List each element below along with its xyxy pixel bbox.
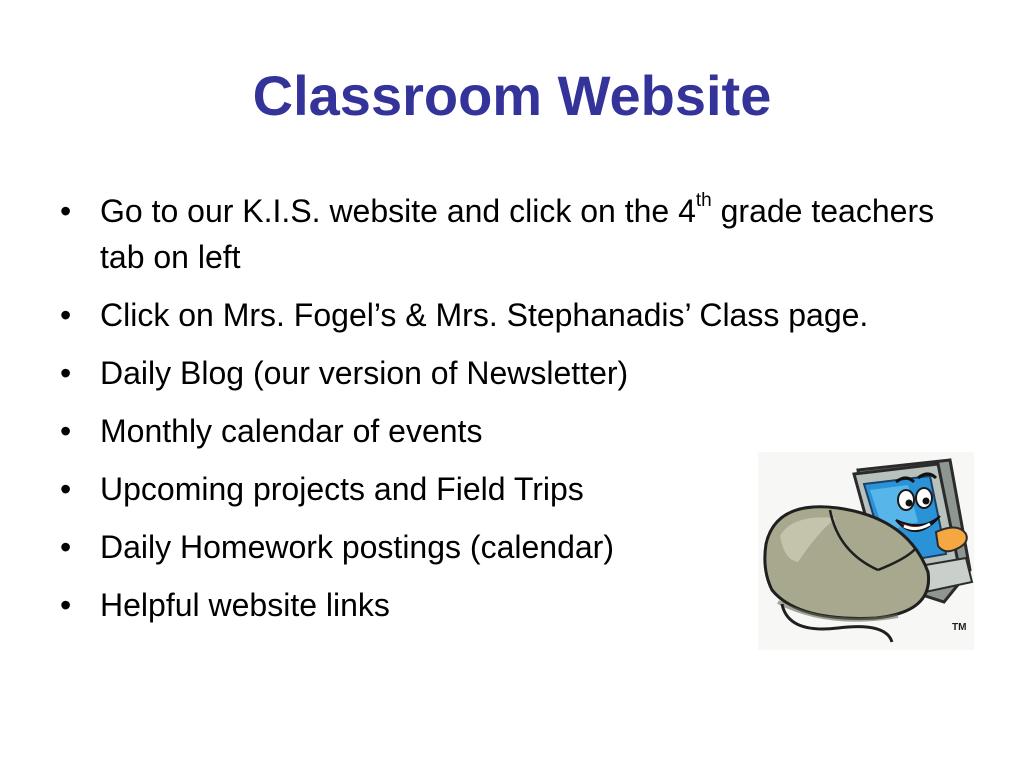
bullet-text: Daily Homework postings (calendar) xyxy=(100,529,614,565)
bullet-item xyxy=(58,188,958,280)
bullet-text: Monthly calendar of events xyxy=(100,413,483,449)
bullet-dot: • xyxy=(60,355,72,391)
bullet-text: Helpful website links xyxy=(100,587,390,623)
bullet-text: Daily Blog (our version of Newsletter) xyxy=(100,355,629,391)
bullet-item xyxy=(58,408,958,454)
bullet-dot: • xyxy=(60,297,72,333)
bullet-dot: • xyxy=(60,471,72,507)
bullet-dot: • xyxy=(60,413,72,449)
bullet-text-continued: grade teachers tab on left xyxy=(100,193,935,275)
bullet-dot: • xyxy=(60,529,72,565)
bullet-text: Upcoming projects and Field Trips xyxy=(100,471,584,507)
bullet-item xyxy=(58,292,958,338)
bullet-text: Go to our K.I.S. website and click on the 4 xyxy=(100,193,696,229)
bullet-dot: • xyxy=(60,193,72,229)
trademark-label: TM xyxy=(952,622,967,633)
bullet-item xyxy=(58,350,958,396)
bullet-text: Click on Mrs. Fogel’s & Mrs. Stephanadis’ Class page. xyxy=(100,297,869,333)
bullet-dot: • xyxy=(60,587,72,623)
bullet-superscript: th xyxy=(695,190,712,212)
computer-mouse-cartoon-icon xyxy=(758,452,974,650)
slide-title: Classroom Website xyxy=(252,64,772,127)
